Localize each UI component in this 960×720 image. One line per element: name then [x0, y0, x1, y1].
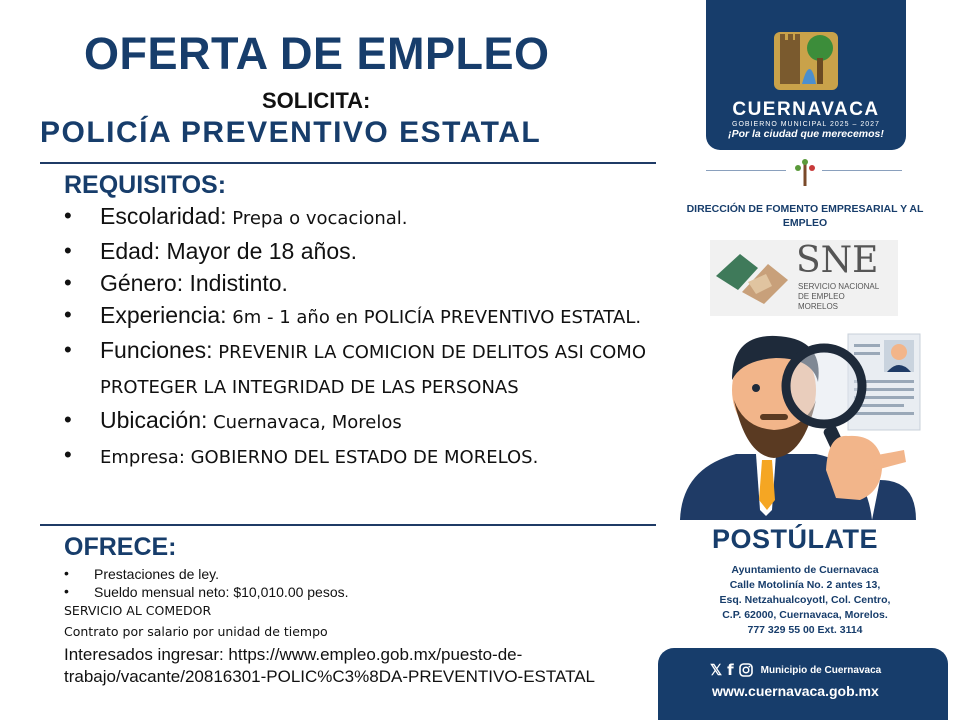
facebook-icon[interactable]: f	[727, 661, 734, 679]
list-item: • Funciones: PREVENIR LA COMICION DE DELITOS ASI COMO PROTEGER LA INTEGRIDAD DE LAS PERSONAS	[64, 334, 654, 404]
coat-of-arms-icon	[766, 14, 846, 94]
logo-name: CUERNAVACA	[732, 99, 880, 120]
ofrece-list	[64, 565, 349, 601]
list-item: • Experiencia: 6m - 1 año en POLICÍA PREVENTIVO ESTATAL.	[64, 299, 654, 334]
list-item: • Sueldo mensual neto: $10,010.00 pesos.	[64, 583, 349, 601]
direccion-label: DIRECCIÓN DE FOMENTO EMPRESARIAL Y AL EMPLEO	[686, 203, 924, 229]
list-item: • Escolaridad: Prepa o vocacional.	[64, 200, 654, 235]
footer-bar	[658, 648, 948, 720]
instagram-icon[interactable]	[739, 663, 753, 677]
ornament-line-right	[822, 170, 902, 171]
logo-gobierno: GOBIERNO MUNICIPAL 2025 – 2027	[732, 121, 880, 128]
ornament-line-left	[706, 170, 786, 171]
handshake-icon	[712, 246, 792, 310]
cuernavaca-logo	[706, 0, 906, 150]
comedor-text: SERVICIO AL COMEDOR	[64, 603, 212, 618]
list-item: • Género: Indistinto.	[64, 267, 654, 299]
list-item: • Prestaciones de ley.	[64, 565, 349, 583]
ornament-icon	[792, 158, 818, 188]
logo-lema: ¡Por la ciudad que merecemos!	[728, 128, 884, 140]
postulate-heading: POSTÚLATE	[712, 524, 878, 554]
list-item: • Edad: Mayor de 18 años.	[64, 235, 654, 267]
list-item: • Ubicación: Cuernavaca, Morelos	[64, 404, 654, 439]
social-row	[710, 661, 881, 679]
social-label: Municipio de Cuernavaca	[760, 664, 882, 676]
requisitos-list	[64, 200, 654, 474]
x-icon[interactable]: 𝕏	[710, 662, 723, 679]
website-link[interactable]: www.cuernavaca.gob.mx	[712, 683, 879, 699]
solicita-label: SOLICITA:	[262, 88, 371, 113]
ofrece-heading: OFRECE:	[64, 533, 177, 561]
list-item: • Empresa: GOBIERNO DEL ESTADO DE MORELOS.	[64, 439, 654, 474]
requisitos-heading: REQUISITOS:	[64, 171, 227, 199]
recruiter-illustration	[676, 330, 960, 520]
contrato-text: Contrato por salario por unidad de tiempo	[64, 624, 328, 639]
address-block: Ayuntamiento de Cuernavaca Calle Motolinía No. 2 antes 13, Esq. Netzahualcoyotl, Col. Centro, C.P. 62000, Cuernavaca, Morelos. 777 329 55 00 Ext. 3114	[719, 564, 891, 636]
page-title: OFERTA DE EMPLEO	[84, 28, 550, 79]
sne-logo	[710, 240, 898, 316]
job-title: POLICÍA PREVENTIVO ESTATAL	[40, 116, 542, 149]
sne-acronym: SNE	[796, 240, 879, 281]
divider-top	[40, 162, 656, 164]
divider-middle	[40, 524, 656, 526]
sne-text: SERVICIO NACIONAL DE EMPLEO MORELOS	[798, 282, 880, 311]
interesados-link[interactable]: Interesados ingresar: https://www.empleo.gob.mx/puesto-de-trabajo/vacante/20816301-POLIC%C3%8DA-PREVENTIVO-ESTATAL	[64, 645, 596, 686]
